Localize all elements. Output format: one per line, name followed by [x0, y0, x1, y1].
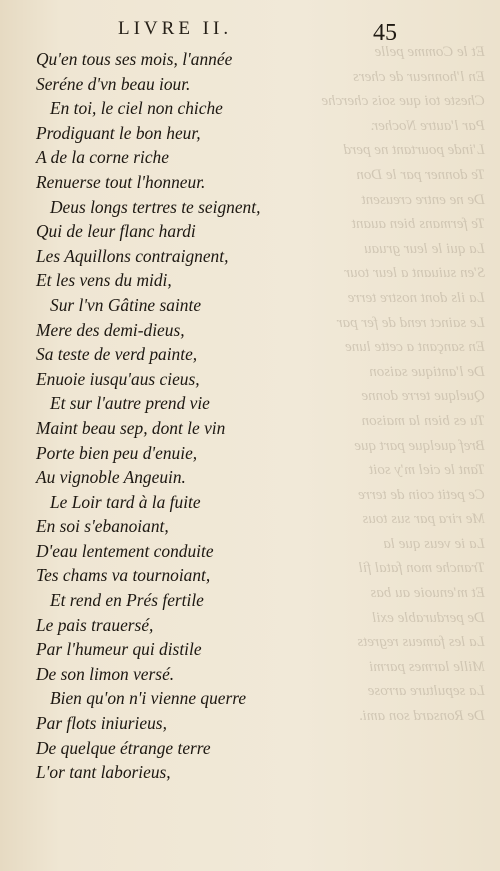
page-number: 45	[373, 20, 397, 46]
running-head: LIVRE II.	[118, 18, 233, 39]
verse-line: En soi s'ebanoiant,	[36, 516, 169, 537]
verse-line: Deus longs tertres te seignent,	[50, 196, 261, 217]
verse-line: Les Aquillons contraignent,	[36, 245, 229, 266]
verse-line: Prodiguant le bon heur,	[36, 122, 201, 143]
verse-line: Et rend en Prés fertile	[50, 590, 204, 611]
verse-line: Le Loir tard à la fuite	[50, 491, 201, 512]
page-header	[0, 18, 500, 48]
verse-line: D'eau lentement conduite	[36, 540, 214, 561]
verse-line: En toi, le ciel non chiche	[50, 98, 223, 119]
verse-line: Porte bien peu d'enuie,	[36, 442, 198, 463]
verse-line: Par flots iniurieus,	[36, 713, 167, 734]
verse-line: Tes chams va tournoiant,	[36, 565, 211, 586]
verse-line: Bien qu'on n'i vienne querre	[50, 688, 247, 709]
verse-line: Seréne d'vn beau iour.	[36, 73, 191, 94]
verse-line: Sur l'vn Gâtine sainte	[50, 294, 202, 315]
verse-line: Le pais trauersé,	[36, 614, 154, 635]
verse-line: Qu'en tous ses mois, l'année	[36, 49, 233, 69]
verse-line: Et sur l'autre prend vie	[50, 393, 210, 414]
verse-line: De quelque étrange terre	[36, 737, 211, 758]
verse-line: Et les vens du midi,	[36, 270, 172, 291]
verse-line: Maint beau sep, dont le vin	[36, 417, 226, 438]
verse-line: De son limon versé.	[36, 663, 175, 684]
verse-line: Mere des demi-dieus,	[36, 319, 185, 340]
poem-text	[36, 47, 366, 785]
verse-line: Enuoie iusqu'aus cieus,	[36, 368, 200, 389]
verse-line: Sa teste de verd painte,	[36, 344, 198, 365]
verse-line: L'or tant laborieus,	[36, 762, 171, 783]
verse-line: Au vignoble Angeuin.	[36, 467, 186, 488]
verse-line: A de la corne riche	[36, 147, 169, 168]
verse-line: Renuerse tout l'honneur.	[36, 171, 206, 192]
verse-line: Par l'humeur qui distile	[36, 639, 202, 660]
show-through-text: Et le Comme pelle En l'honneur de chers Cheste toi que sois cherche Par l'autre Nocher. L'inde pourtant ne perd Te donner par le Don De ne entre creusent Te fermans bien auant La qui le leur gruau S'en suiuant a leur tour La ils dont nostre terre Le sainct rend de fer par En sançant a cette lune De l'antique saison Quelque terre donne Tu es bien la maison Bref quelque part que Tant le ciel m'y soit Ce petit coin de terre Me rira par sus tous La ie veus que la Tranche mon fatal fil Et m'enuoie au bas De perdurable exil La les fameus regrets Mille larmes parmi La sepulture arrose De Ronsard son ami.	[321, 44, 485, 725]
verse-line: Qui de leur flanc hardi	[36, 221, 196, 242]
